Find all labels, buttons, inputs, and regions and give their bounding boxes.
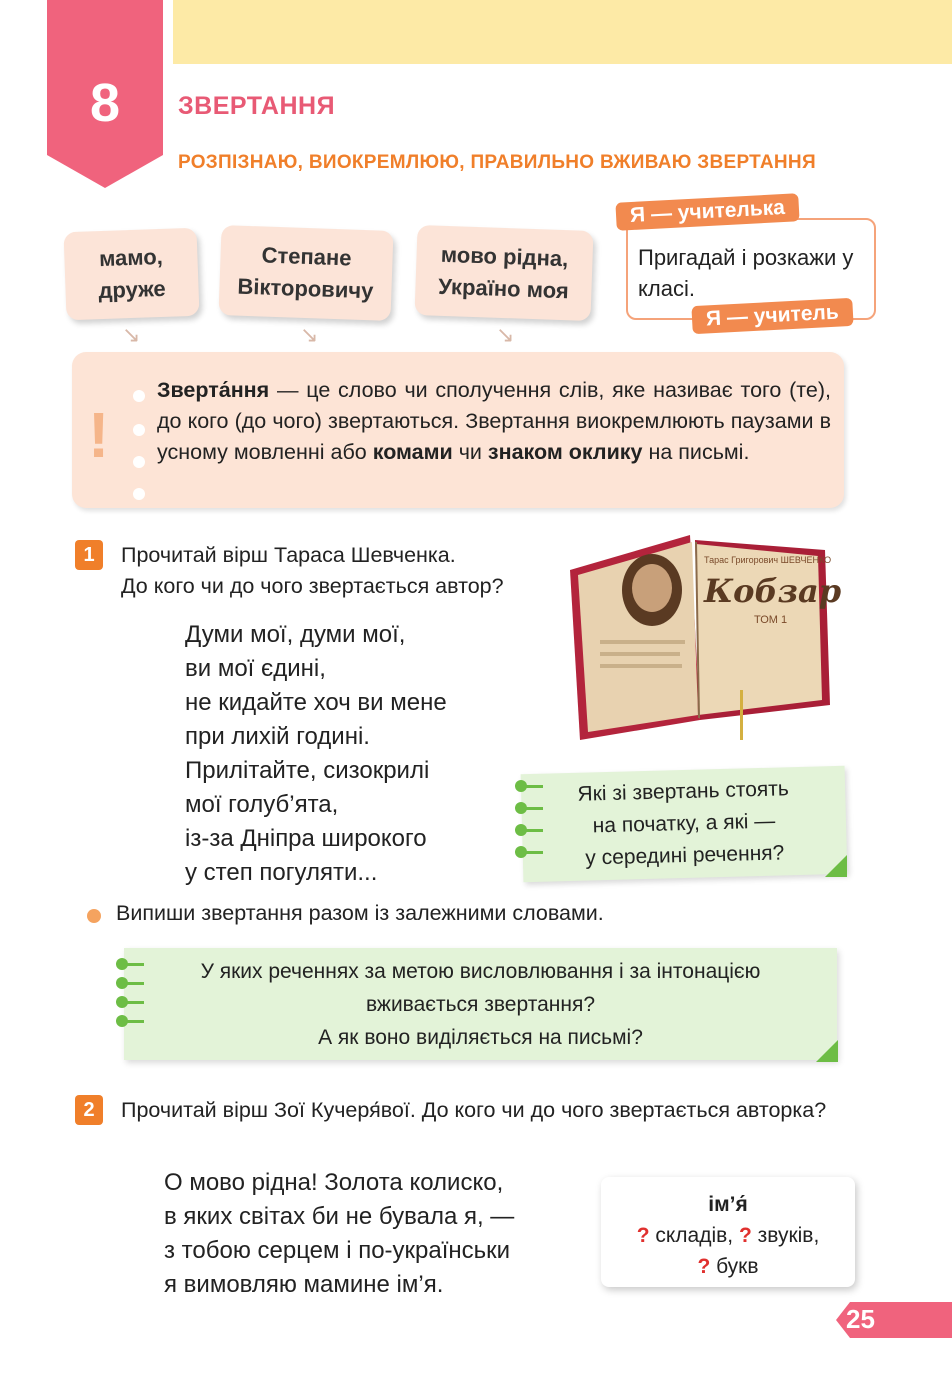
word-analysis-box: ім’я́ ? складів, ? звуків, ? букв	[601, 1177, 855, 1287]
poem-line: я вимовляю мамине ім’я.	[164, 1271, 444, 1298]
task-number-badge: 2	[75, 1095, 103, 1125]
note-line: вживається звертання?	[365, 993, 596, 1016]
dot-icon	[133, 424, 145, 436]
question-mark-icon: ?	[697, 1255, 711, 1278]
poem-line: О мово рідна! Золота колиско,	[164, 1169, 504, 1196]
card-tail-icon: ↘	[122, 322, 141, 347]
example-card-2	[218, 225, 393, 321]
card-tail-icon: ↘	[496, 322, 515, 347]
card-line: мамо,	[98, 243, 164, 272]
poem-line: у степ погуляти...	[185, 859, 378, 886]
dot-icon	[133, 488, 145, 500]
task1-line2: До кого чи до чого звертається автор?	[121, 574, 504, 598]
card-line: Україно моя	[437, 273, 570, 304]
book-author: Тарас Григорович ШЕВЧЕНКО	[704, 555, 832, 565]
example-card-1	[64, 228, 200, 321]
task1-line1: Прочитай вірш Тараса Шевченка.	[121, 543, 456, 567]
task2-text: Прочитай вірш Зої Кучеря́вої. До кого чи до чого звертається авторка?	[121, 1098, 827, 1122]
card-line: Вікторовичу	[237, 273, 374, 304]
rule-term: Зверта́ння	[157, 378, 270, 402]
example-card-3	[414, 225, 593, 321]
poem-line: Думи мої, думи мої,	[185, 621, 406, 648]
analysis-word: ім’я́	[708, 1193, 748, 1216]
poem-line: мої голуб’ята,	[185, 791, 339, 818]
kucheryava-poem	[164, 1166, 514, 1302]
rule-text: Зверта́ння — це слово чи сполучення слів, яке називає того (те), до кого (до чого) звертаються. Звертання виокремлюють паузами в усному мовленні або комами чи знаком оклику на письмі.	[157, 378, 831, 464]
header-bar	[173, 0, 952, 64]
lesson-number: 8	[89, 73, 121, 133]
task-number-badge: 1	[75, 540, 103, 570]
card-tail-icon: ↘	[300, 322, 319, 347]
bullet-icon	[87, 909, 101, 923]
rule-bold-exclamation: знаком оклику	[487, 440, 643, 464]
note-line: на початку, а які —	[592, 809, 776, 838]
teacher-text: Пригадай і розкажи у класі.	[638, 245, 854, 301]
dot-icon	[133, 456, 145, 468]
spiral-binding-icon	[116, 958, 144, 1034]
exclamation-icon: !	[88, 399, 110, 471]
note-line: у середині речення?	[585, 841, 785, 870]
exercise-text: Випиши звертання разом із залежними словами.	[116, 901, 604, 925]
poem-line: з тобою серцем і по-українськи	[164, 1237, 511, 1264]
dot-icon	[133, 390, 145, 402]
note-line: У яких реченнях за метою висловлювання і за інтонацією	[200, 960, 761, 983]
teacher-tag-female: Я — учителька	[615, 193, 799, 231]
poem-line: не кидайте хоч ви мене	[185, 689, 447, 716]
page-curl-icon	[825, 855, 847, 877]
question-mark-icon: ?	[738, 1224, 752, 1247]
question-note-1	[521, 766, 848, 882]
poem-line: в яких світах би не бувала я, —	[164, 1203, 515, 1230]
card-line: друже	[98, 275, 167, 304]
note-line: А як воно виділяється на письмі?	[318, 1026, 643, 1049]
card-line: Степане	[261, 242, 352, 271]
question-mark-icon: ?	[636, 1224, 650, 1247]
poem-line: із-за Дніпра широкого	[185, 825, 427, 852]
question-note-2	[124, 948, 837, 1060]
teacher-tag-male: Я — учитель	[691, 298, 853, 334]
poem-line: Прилітайте, сизокрилі	[185, 757, 430, 784]
page-curl-icon	[816, 1040, 838, 1062]
poem-line: ви мої єдині,	[185, 655, 326, 682]
book-volume: ТОМ 1	[754, 614, 788, 626]
lesson-subtitle: РОЗПІЗНАЮ, ВИОКРЕМЛЮЮ, ПРАВИЛЬНО ВЖИВАЮ ЗВЕРТАННЯ	[178, 152, 816, 173]
shevchenko-poem	[185, 618, 447, 890]
rule-bold-commas: комами	[372, 440, 453, 464]
poem-line: при лихій годині.	[185, 723, 370, 750]
lesson-title: ЗВЕРТАННЯ	[178, 92, 336, 120]
page-number: 25	[846, 1304, 875, 1334]
book-title: Кобзар	[704, 572, 842, 610]
note-line: Які зі звертань стоять	[577, 777, 790, 806]
spiral-binding-icon	[515, 780, 543, 868]
card-line: мово рідна,	[440, 241, 569, 272]
